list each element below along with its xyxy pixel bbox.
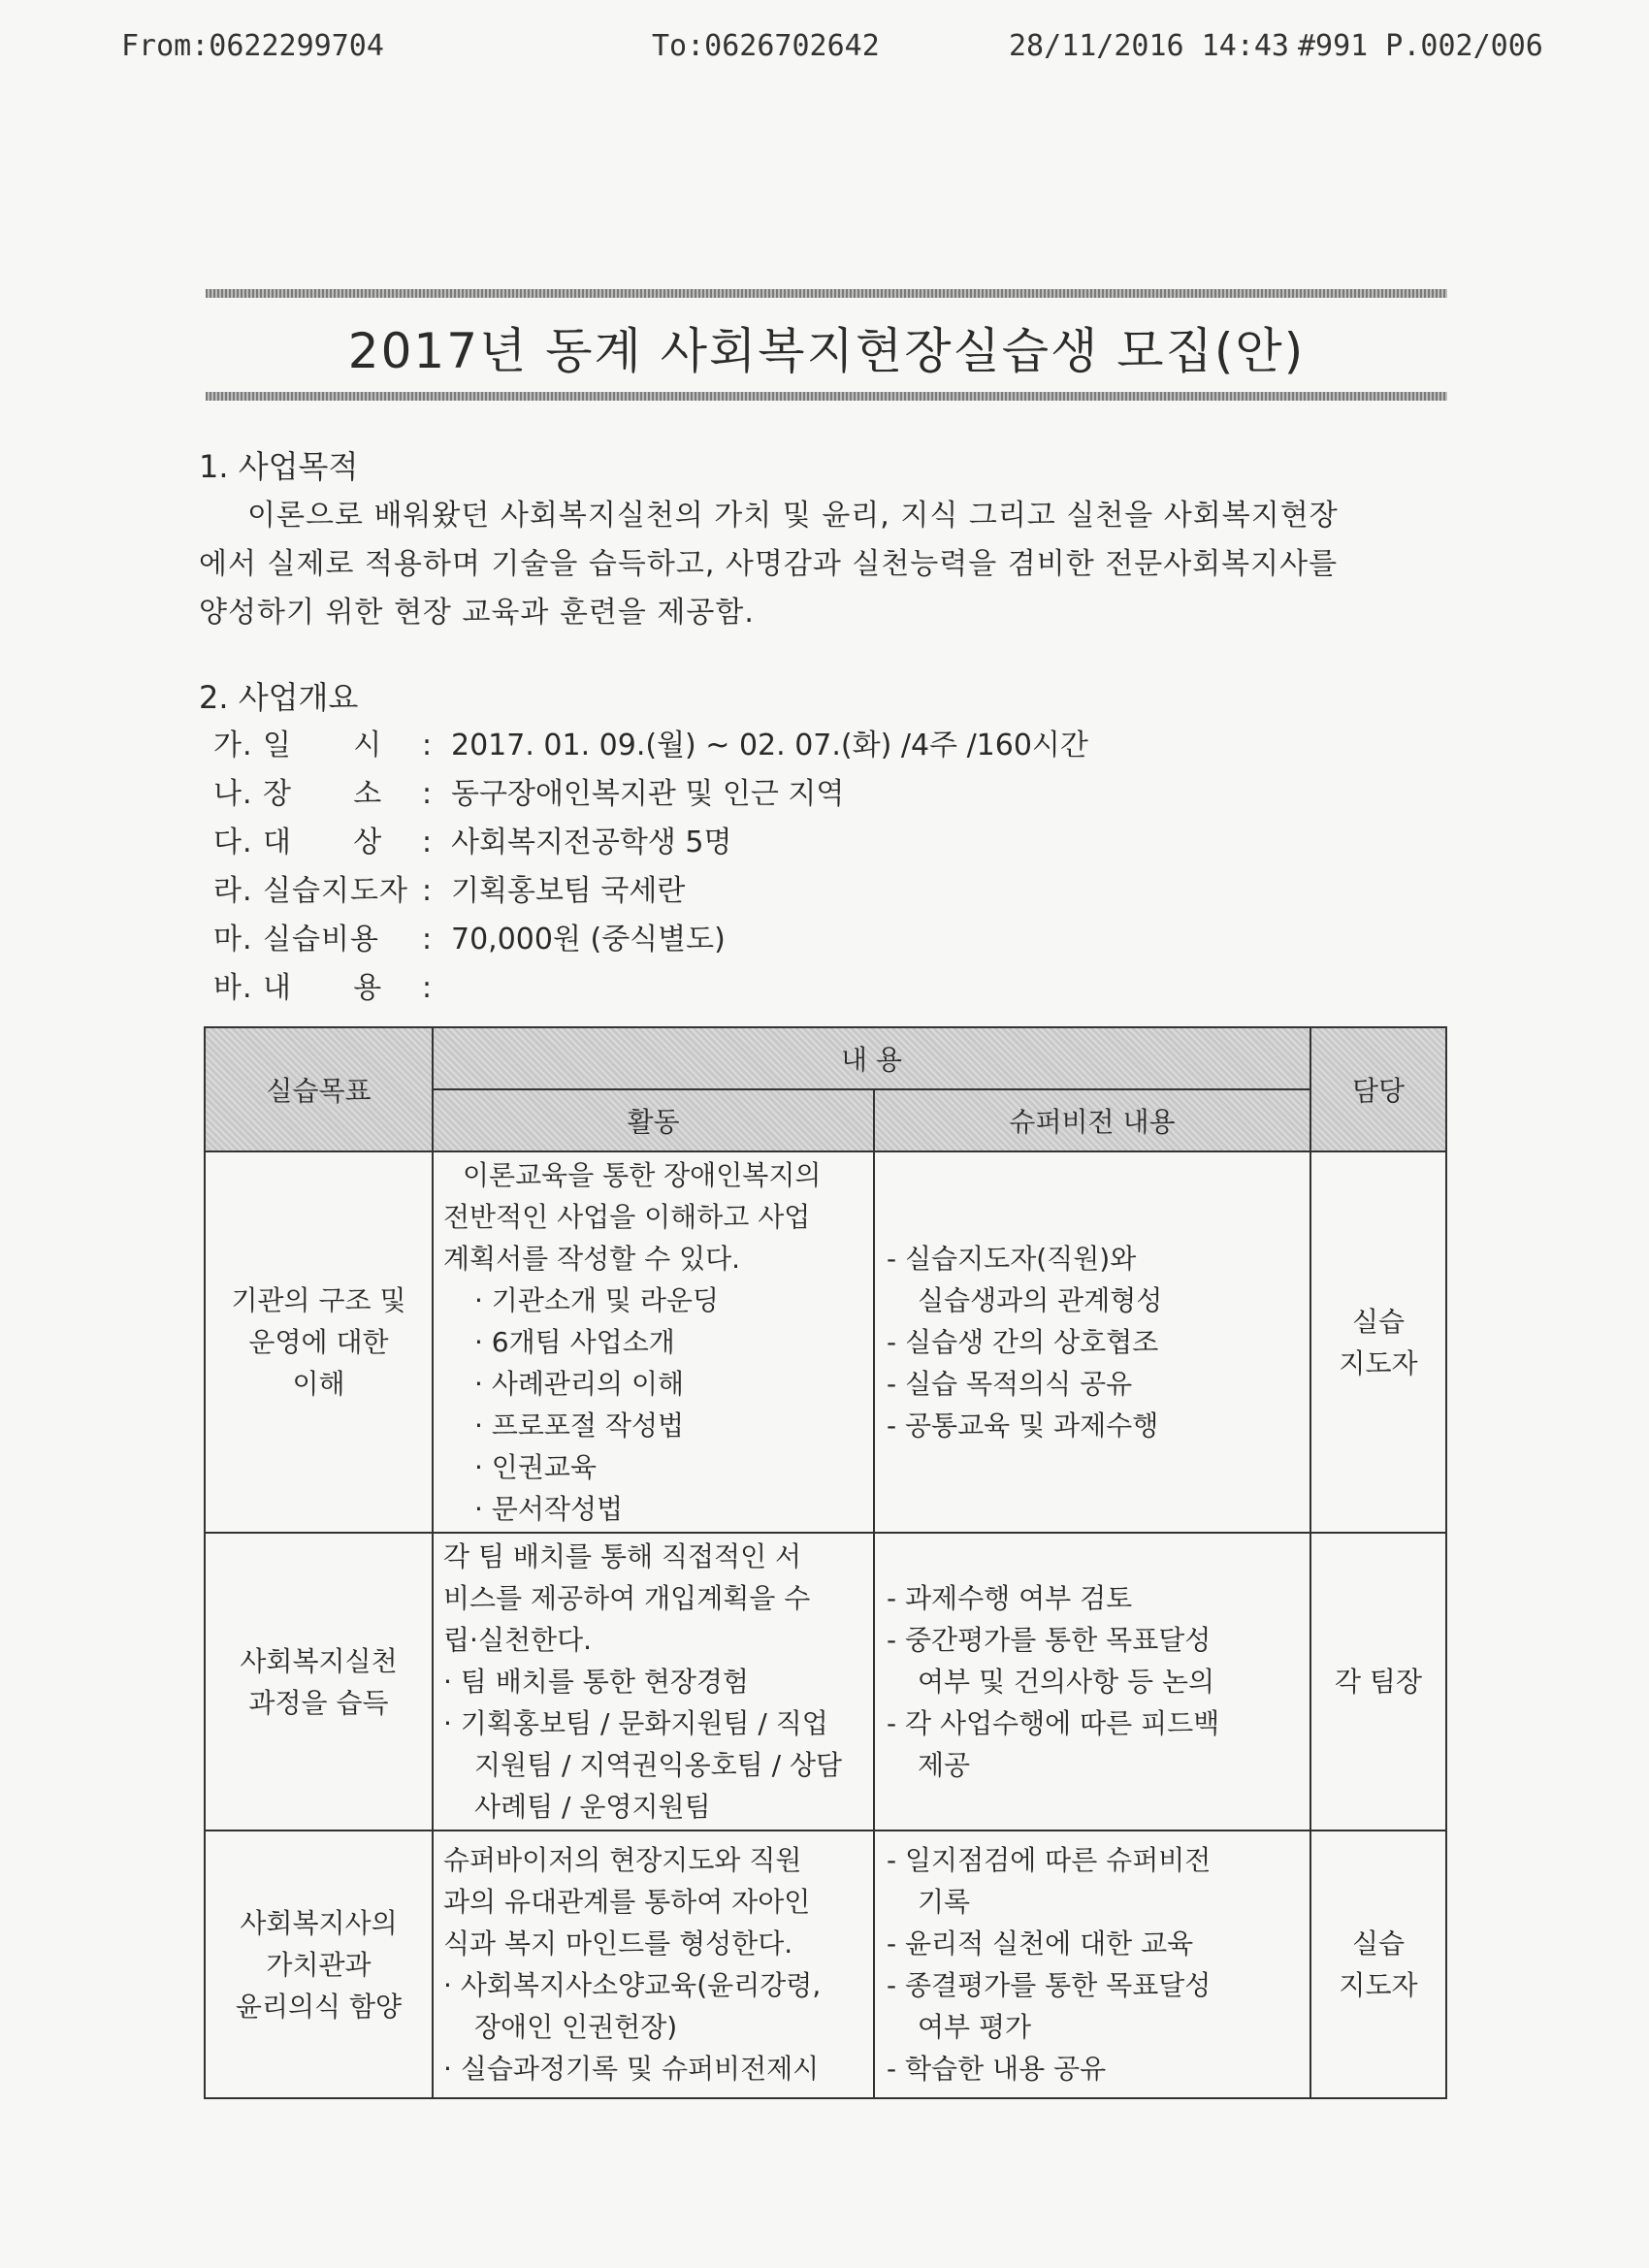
fax-page: #991 P.002/006 (1298, 29, 1543, 63)
supervision-cell: - 일지점검에 따른 슈퍼비전 기록 - 윤리적 실천에 대한 교육 - 종결평가를 통한 목표달성 여부 평가 - 학습한 내용 공유 (874, 1831, 1310, 2098)
overview-item-cost: 마. 실습비용 : 70,000원 (중식별도) (213, 923, 726, 956)
overview-list (213, 722, 1088, 1013)
overview-item-content: 바. 내 용 : (213, 971, 433, 1005)
overview-item-target: 다. 대 상 : 사회복지전공학생 5명 (213, 826, 732, 859)
section1-body (199, 492, 1455, 637)
overview-item-place: 나. 장 소 : 동구장애인복지관 및 인근 지역 (213, 777, 845, 811)
header-content: 내 용 (433, 1027, 1310, 1089)
fax-datetime: 28/11/2016 14:43 (1009, 29, 1289, 63)
section1-line: 양성하기 위한 현장 교육과 훈련을 제공함. (199, 596, 755, 630)
owner-cell: 실습 지도자 (1310, 1831, 1446, 2098)
goal-cell: 사회복지실천 과정을 습득 (205, 1533, 433, 1831)
section1-line: 이론으로 배워왔던 사회복지실천의 가치 및 윤리, 지식 그리고 실천을 사회복지현장 (247, 499, 1339, 533)
owner-cell: 각 팀장 (1310, 1533, 1446, 1831)
title-rule-bottom (206, 392, 1447, 401)
goal-cell: 사회복지사의 가치관과 윤리의식 함양 (205, 1831, 433, 2098)
section1-heading: 1. 사업목적 (199, 448, 359, 485)
header-goal: 실습목표 (205, 1027, 433, 1151)
document-title: 2017년 동계 사회복지현장실습생 모집(안) (347, 323, 1306, 379)
supervision-cell: - 실습지도자(직원)와 실습생과의 관계형성 - 실습생 간의 상호협조 - 실습 목적의식 공유 - 공통교육 및 과제수행 (874, 1151, 1310, 1533)
overview-item-supervisor: 라. 실습지도자 : 기획홍보팀 국세란 (213, 874, 686, 908)
supervision-cell: - 과제수행 여부 검토 - 중간평가를 통한 목표달성 여부 및 건의사항 등 논의 - 각 사업수행에 따른 피드백 제공 (874, 1533, 1310, 1831)
section1-line: 에서 실제로 적용하며 기술을 습득하고, 사명감과 실천능력을 겸비한 전문사회복지사를 (199, 547, 1339, 581)
program-table (204, 1026, 1447, 2099)
fax-header (0, 29, 1649, 72)
section2-heading: 2. 사업개요 (199, 679, 359, 716)
header-owner: 담당 (1310, 1027, 1446, 1151)
fax-to: To:0626702642 (652, 29, 880, 63)
fax-from: From:0622299704 (121, 29, 384, 63)
activity-cell: 이론교육을 통한 장애인복지의 전반적인 사업을 이해하고 사업 계획서를 작성할 수 있다. · 기관소개 및 라운딩 · 6개팀 사업소개 · 사례관리의 이해 · 프로포절 작성법 · 인권교육 · 문서작성법 (433, 1151, 874, 1533)
table-row (205, 1151, 1446, 1533)
activity-cell: 슈퍼바이저의 현장지도와 직원 과의 유대관계를 통하여 자아인 식과 복지 마인드를 형성한다. · 사회복지사소양교육(윤리강령, 장애인 인권헌장) · 실습과정기록 및 슈퍼비전제시 (433, 1831, 874, 2098)
table-row (205, 1533, 1446, 1831)
goal-cell: 기관의 구조 및 운영에 대한 이해 (205, 1151, 433, 1533)
header-activity: 활동 (433, 1089, 874, 1151)
activity-cell: 각 팀 배치를 통해 직접적인 서 비스를 제공하여 개입계획을 수 립·실천한다. · 팀 배치를 통한 현장경험 · 기획홍보팀 / 문화지원팀 / 직업 지원팀 / 지역권익옹호팀 / 상담 사례팀 / 운영지원팀 (433, 1533, 874, 1831)
owner-cell: 실습 지도자 (1310, 1151, 1446, 1533)
table-row (205, 1831, 1446, 2098)
overview-item-date: 가. 일 시 : 2017. 01. 09.(월) ~ 02. 07.(화) /4주 /160시간 (213, 729, 1088, 762)
header-supervision: 슈퍼비전 내용 (874, 1089, 1310, 1151)
title-rule-top (206, 289, 1447, 298)
